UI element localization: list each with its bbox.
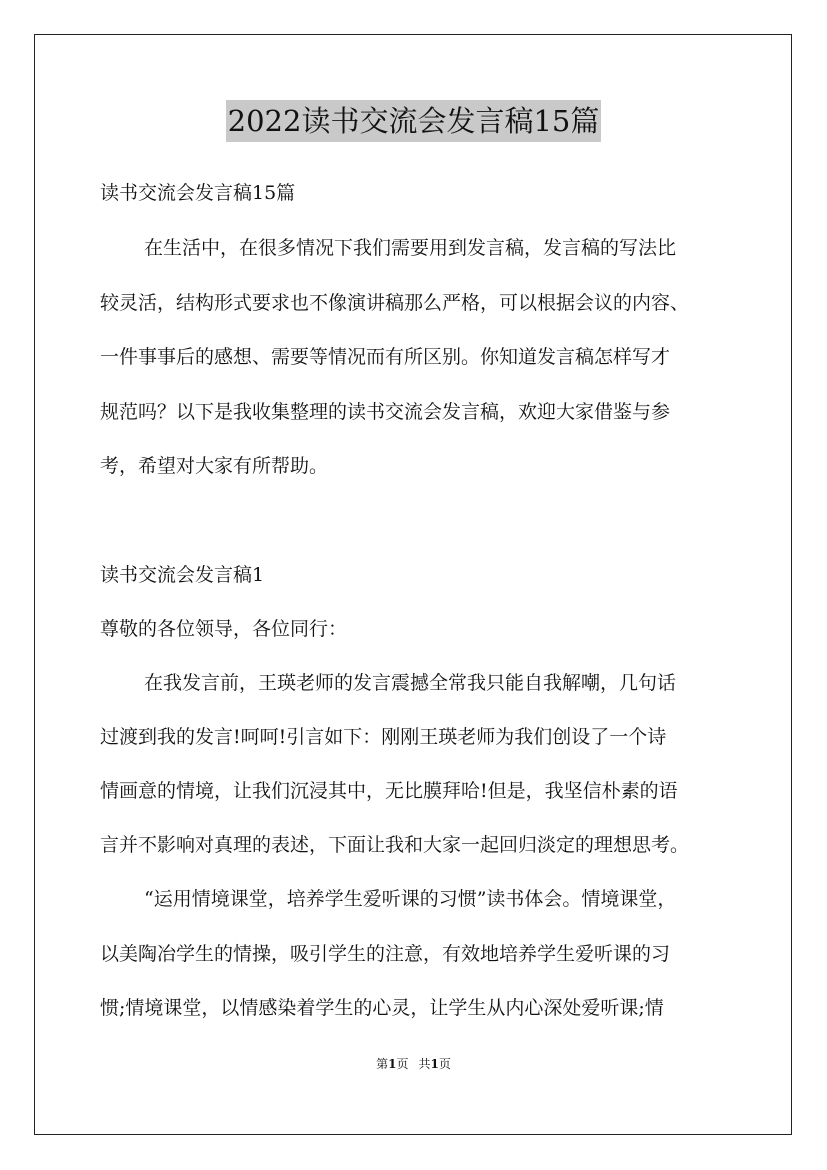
total-prefix: 共 [418,1057,431,1071]
total-suffix: 页 [438,1057,451,1071]
page-footer [0,1056,827,1072]
document-title: 2022读书交流会发言稿15篇 [226,100,602,142]
paragraph-line: “运用情境课堂，培养学生爱听课的习惯”读书体会。情境课堂， [144,888,677,910]
paragraph-line: 在我发言前，王瑛老师的发言震撼全常我只能自我解嘲，几句话 [144,672,677,694]
paragraph-line: 在生活中，在很多情况下我们需要用到发言稿，发言稿的写法比 [144,237,677,259]
paragraph-line: 过渡到我的发言!呵呵!引言如下：刚刚王瑛老师为我们创设了一个诗 [100,726,667,748]
page-current: 1 [388,1057,397,1071]
paragraph-line: 一件事事后的感想、需要等情况而有所区别。你知道发言稿怎样写才 [100,346,671,368]
paragraph-line: 规范吗？以下是我收集整理的读书交流会发言稿，欢迎大家借鉴与参 [100,401,671,423]
paragraph-line: 言并不影响对真理的表述，下面让我和大家一起回归淡定的理想思考。 [100,834,690,856]
paragraph-line: 考，希望对大家有所帮助。 [100,455,329,477]
page-prefix: 第 [376,1057,389,1071]
subtitle-line: 读书交流会发言稿15篇 [100,182,296,204]
page-suffix: 页 [396,1057,409,1071]
salutation-line: 尊敬的各位领导，各位同行： [100,618,348,640]
paragraph-line: 较灵活，结构形式要求也不像演讲稿那么严格，可以根据会议的内容、 [100,292,690,314]
paragraph-line: 惯;情境课堂，以情感染着学生的心灵，让学生从内心深处爱听课;情 [100,997,664,1019]
section-heading: 读书交流会发言稿1 [100,564,265,586]
paragraph-line: 以美陶冶学生的情操，吸引学生的注意，有效地培养学生爱听课的习 [100,943,671,965]
document-title-container [0,100,827,142]
page-total: 1 [430,1057,439,1071]
paragraph-line: 情画意的情境，让我们沉浸其中，无比膜拜哈!但是，我坚信朴素的语 [100,780,678,802]
